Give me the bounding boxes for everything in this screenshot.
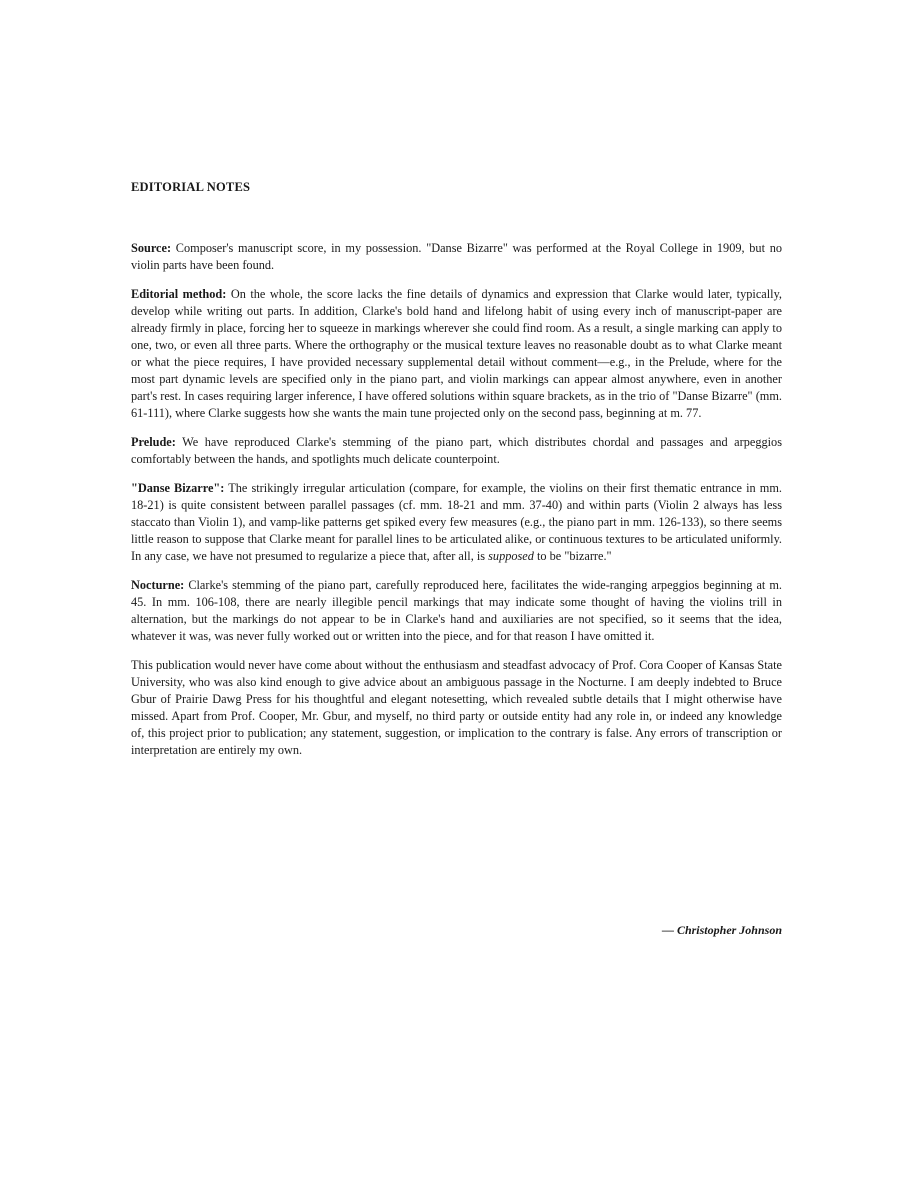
source-lead: Source:: [131, 241, 172, 255]
nocturne-text: Clarke's stemming of the piano part, carefully reproduced here, facilitates the wide-ranging arpeggios beginning at m. 45. In mm. 106-108, there are nearly illegible pencil markings that may indicate some thought of having the violins trill in alternation, but the markings do not appear to be in Clarke's hand and auxiliaries are not specified, so it seems that the idea, whatever it was, was never fully worked out or written into the piece, and for that reason I have omitted it.: [131, 578, 782, 643]
prelude-lead: Prelude:: [131, 435, 176, 449]
prelude-text: We have reproduced Clarke's stemming of the piano part, which distributes chordal and passages and arpeggios comfortably between the hands, and spotlights much delicate counterpoint.: [131, 435, 782, 466]
editorial-method-lead: Editorial method:: [131, 287, 227, 301]
nocturne-lead: Nocturne:: [131, 578, 185, 592]
danse-bizarre-paragraph: [131, 480, 782, 565]
source-text: Composer's manuscript score, in my possession. "Danse Bizarre" was performed at the Royal College in 1909, but no violin parts have been found.: [131, 241, 782, 272]
page-heading: EDITORIAL NOTES: [131, 180, 251, 194]
notes-body: [131, 240, 782, 771]
danse-bizarre-emphasis: supposed: [488, 549, 534, 563]
editorial-method-paragraph: [131, 286, 782, 422]
editorial-method-text: On the whole, the score lacks the fine details of dynamics and expression that Clarke would later, typically, develop while writing out parts. In addition, Clarke's bold hand and lifelong habit of using every inch of manuscript-paper are already firmly in place, forcing her to squeeze in markings wherever she could find room. As a result, a single marking can apply to one, two, or even all three parts. Where the orthography or the musical texture leaves no reasonable doubt as to what Clarke meant or what the piece requires, I have provided necessary supplemental detail without comment—e.g., in the Prelude, where for the most part dynamic levels are specified only in the piano part, and violin markings can appear almost anywhere, even in another part's rest. In cases requiring larger inference, I have offered solutions within square brackets, as in the trio of "Danse Bizarre" (mm. 61-111), where Clarke suggests how she wants the main tune projected only on the second pass, beginning at m. 77.: [131, 287, 782, 420]
prelude-paragraph: [131, 434, 782, 468]
danse-bizarre-lead: "Danse Bizarre":: [131, 481, 225, 495]
nocturne-paragraph: [131, 577, 782, 645]
source-paragraph: [131, 240, 782, 274]
danse-bizarre-text-end: to be "bizarre.": [533, 549, 612, 563]
signature: — Christopher Johnson: [661, 923, 782, 937]
danse-bizarre-text: The strikingly irregular articulation (compare, for example, the violins on their first thematic entrance in mm. 18-21) is quite consistent between parallel passages (cf. mm. 18-21 and mm. 37-40) and within parts (Violin 2 always has less staccato than Violin 1), and vamp-like patterns get spiked every few measures (e.g., the piano part in mm. 126-133), so there seems little reason to suppose that Clarke meant for parallel lines to be articulated alike, or continuous textures to be articulated uniformly. In any case, we have not presumed to regularize a piece that, after all, is: [131, 481, 782, 563]
acknowledgments-paragraph: This publication would never have come about without the enthusiasm and steadfast advocacy of Prof. Cora Cooper of Kansas State University, who was also kind enough to give advice about an ambiguous passage in the Nocturne. I am deeply indebted to Bruce Gbur of Prairie Dawg Press for his thoughtful and elegant notesetting, which revealed subtle details that I might otherwise have missed. Apart from Prof. Cooper, Mr. Gbur, and myself, no third party or outside entity had any role in, or indeed any knowledge of, this project prior to publication; any statement, suggestion, or implication to the contrary is false. Any errors of transcription or interpretation are entirely my own.: [131, 658, 782, 757]
